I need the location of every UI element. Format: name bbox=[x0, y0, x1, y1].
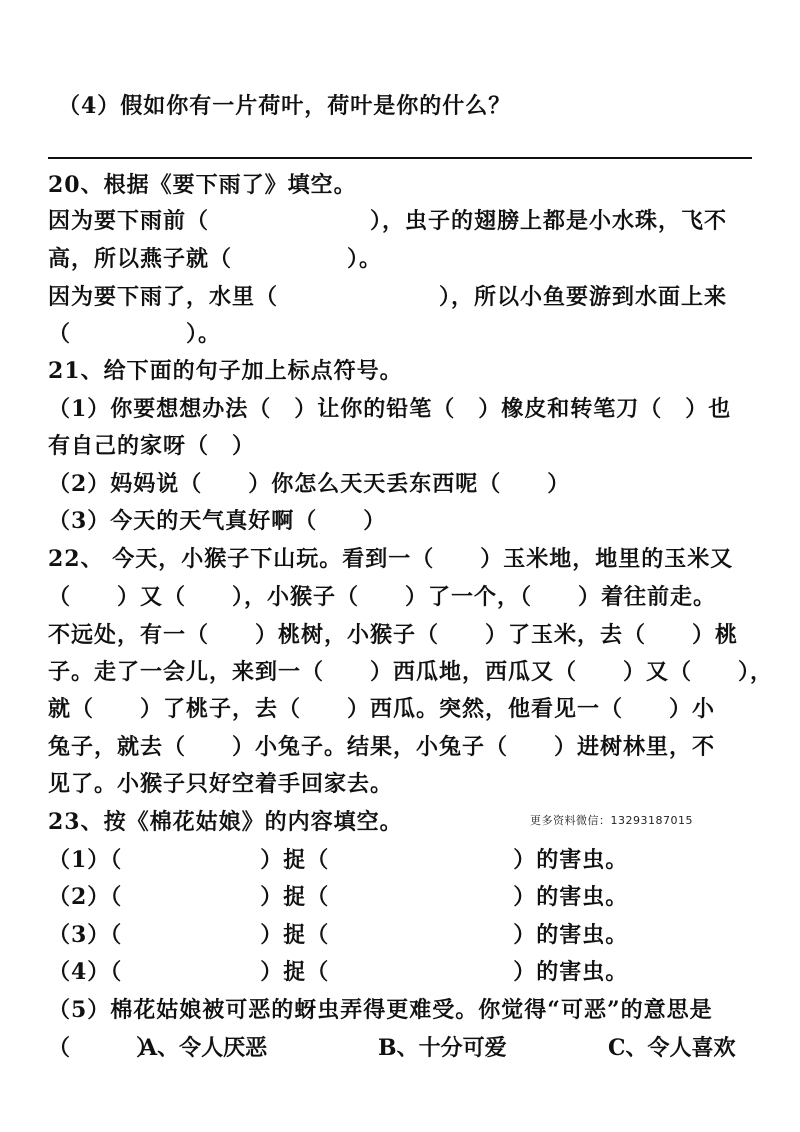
q23-option-c: C、令人喜欢 bbox=[608, 1035, 736, 1061]
q21-line-4: （3）今天的天气真好啊（ ） bbox=[48, 508, 387, 534]
q22-line-1: 22、 今天，小猴子下山玩。看到一（ ）玉米地，地里的玉米又 bbox=[48, 546, 734, 572]
q22-line-6: 兔子，就去（ ）小兔子。结果，小兔子（ ）进树林里，不 bbox=[48, 734, 716, 760]
q21-line-3: （2）妈妈说（ ）你怎么天天丢东西呢（ ） bbox=[48, 471, 571, 497]
answer-line bbox=[48, 157, 752, 159]
q22-line-2: （ ）又（ ），小猴子（ ）了一个，（ ）着往前走。 bbox=[48, 584, 717, 610]
q21-title: 21、给下面的句子加上标点符号。 bbox=[48, 358, 403, 384]
q23-line-1: （1）（ ）捉（ ）的害虫。 bbox=[48, 847, 629, 873]
q22-line-5: 就（ ）了桃子，去（ ）西瓜。突然，他看见一（ ）小 bbox=[48, 696, 716, 722]
q23-line-2: （2）（ ）捉（ ）的害虫。 bbox=[48, 884, 629, 910]
q22-line-7: 见了。小猴子只好空着手回家去。 bbox=[48, 771, 394, 797]
q20-line-3: 因为要下雨了，水里（ ），所以小鱼要游到水面上来 bbox=[48, 284, 728, 310]
q20-line-4: （ ）。 bbox=[48, 321, 222, 347]
q22-line-4: 子。走了一会儿，来到一（ ）西瓜地，西瓜又（ ）又（ ）， bbox=[48, 659, 774, 685]
q23-option-a: A、令人厌恶 bbox=[140, 1035, 268, 1061]
q23-line-5: （5）棉花姑娘被可恶的蚜虫弄得更难受。你觉得“可恶”的意思是 bbox=[48, 997, 713, 1023]
q22-line-3: 不远处，有一（ ）桃树，小猴子（ ）了玉米，去（ ）桃 bbox=[48, 622, 739, 648]
q23-answer-blank: （ ） bbox=[48, 1035, 159, 1061]
q23-line-4: （4）（ ）捉（ ）的害虫。 bbox=[48, 959, 629, 985]
q20-line-1: 因为要下雨前（ ），虫子的翅膀上都是小水珠，飞不 bbox=[48, 208, 728, 234]
q19-sub4: （4）假如你有一片荷叶，荷叶是你的什么？ bbox=[58, 93, 512, 119]
q23-title: 23、按《棉花姑娘》的内容填空。 bbox=[48, 809, 403, 835]
q23-line-3: （3）（ ）捉（ ）的害虫。 bbox=[48, 922, 629, 948]
contact-watermark: 更多资料微信：13293187015 bbox=[530, 814, 693, 827]
q21-line-1: （1）你要想想办法（ ）让你的铅笔（ ）橡皮和转笔刀（ ）也 bbox=[48, 396, 732, 422]
q20-title: 20、根据《要下雨了》填空。 bbox=[48, 172, 357, 198]
q20-line-2: 高，所以燕子就（ ）。 bbox=[48, 246, 383, 272]
q21-line-2: 有自己的家呀（ ） bbox=[48, 433, 256, 459]
q23-option-b: B、十分可爱 bbox=[378, 1035, 507, 1061]
